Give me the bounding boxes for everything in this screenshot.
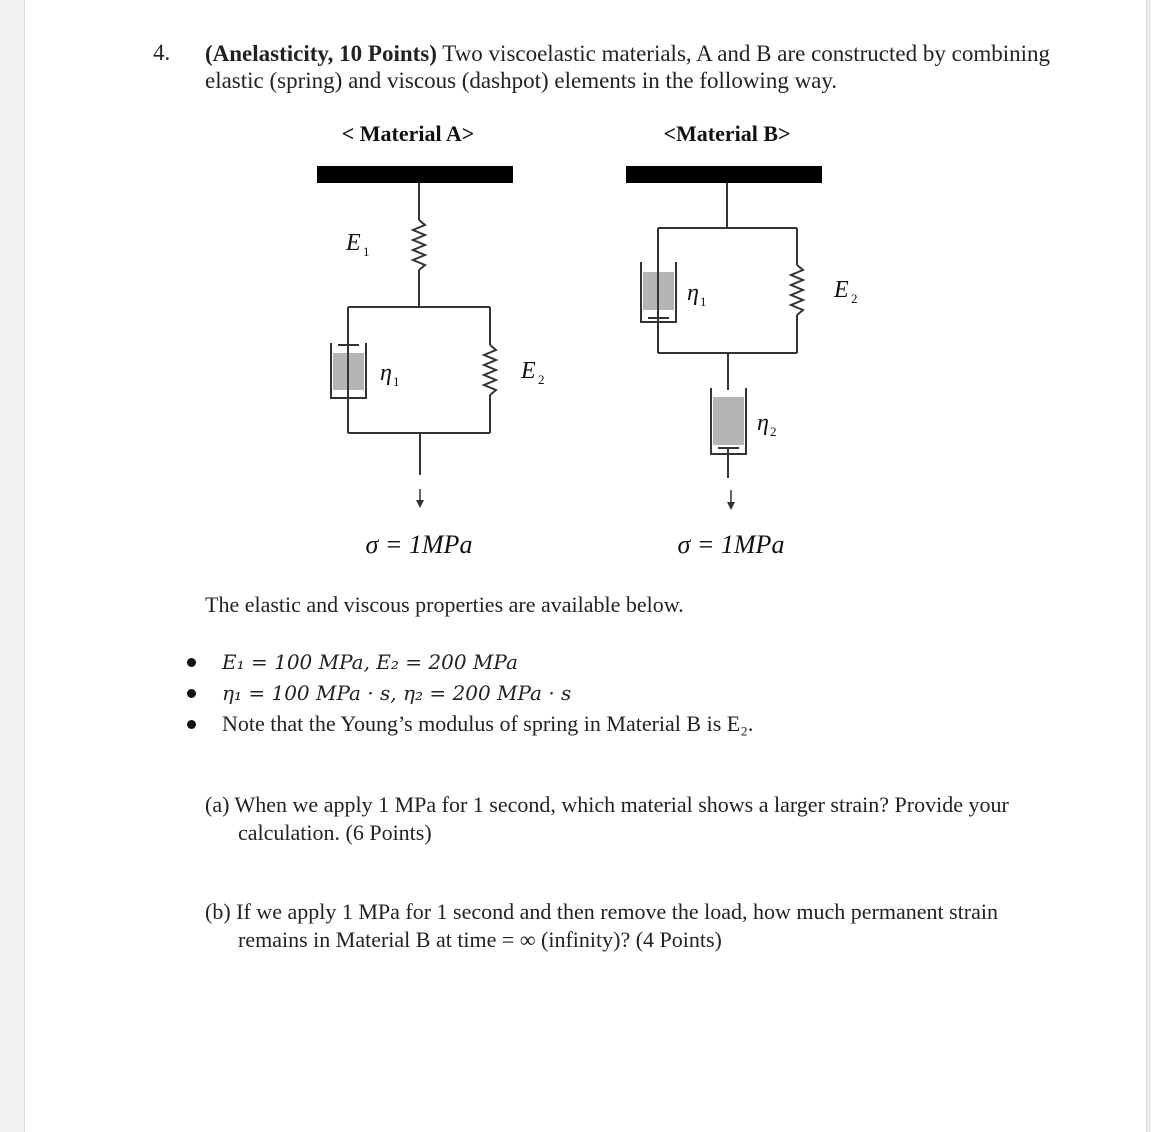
material-a-spring-e2	[484, 345, 496, 395]
material-b-note: Note that the Young’s modulus of spring in Material B is E₂.	[222, 711, 754, 736]
material-b-spring-e2	[791, 265, 803, 315]
material-b-eta1-symbol: η	[687, 280, 699, 306]
viscosity-values: η₁ = 100 MPa · s, η₂ = 200 MPa · s	[222, 681, 572, 705]
material-b-e2-symbol: E	[834, 277, 849, 303]
material-a-spring-e1	[413, 183, 425, 307]
bullet-icon	[187, 720, 196, 729]
list-item	[180, 678, 753, 709]
part-b-question: (b) If we apply 1 MPa for 1 second and then remove the load, how much permanent strain remains in Material B at time = ∞ (infinity)? (4 Points)	[205, 899, 998, 952]
bullet-icon	[187, 689, 196, 698]
material-a-load-label: σ = 1MPa	[365, 530, 473, 559]
question-number: 4.	[153, 40, 171, 65]
material-a-dashpot-eta1	[331, 343, 366, 398]
properties-list	[180, 647, 753, 740]
list-item	[180, 709, 753, 740]
material-b-eta2-symbol: η	[757, 410, 769, 436]
material-a-support	[317, 166, 513, 183]
list-item	[180, 647, 753, 678]
material-b-eta1-subscript: 1	[700, 294, 707, 309]
material-a-e2-subscript: 2	[538, 372, 545, 387]
moduli-values: E₁ = 100 MPa, E₂ = 200 MPa	[222, 650, 518, 674]
bullet-icon	[187, 658, 196, 667]
material-b-load-arrow	[727, 490, 735, 510]
material-a-title: < Material A>	[341, 121, 475, 146]
material-b-eta2-subscript: 2	[770, 424, 777, 439]
material-b-dashpot-eta2	[711, 388, 746, 478]
material-b-e2-subscript: 2	[851, 291, 858, 306]
material-b-dashpot-eta1	[641, 262, 676, 322]
material-a-eta1-subscript: 1	[393, 374, 400, 389]
material-b-load-label: σ = 1MPa	[677, 530, 785, 559]
material-b-title: <Material B>	[663, 121, 791, 146]
material-b-parallel-frame	[658, 228, 797, 353]
properties-intro: The elastic and viscous properties are available below.	[205, 592, 684, 617]
question-heading: (Anelasticity, 10 Points)	[205, 41, 437, 66]
question-intro-text: Two viscoelastic materials, A and B are constructed by combining elastic (spring) and viscous (dashpot) elements in the following way.	[205, 41, 1050, 93]
material-a-e1-subscript: 1	[363, 244, 370, 259]
material-a-e2-symbol: E	[521, 358, 536, 384]
material-a-load-arrow	[416, 433, 424, 508]
material-a-e1-symbol: E	[346, 230, 361, 256]
material-a-eta1-symbol: η	[380, 360, 392, 386]
part-a-question: (a) When we apply 1 MPa for 1 second, which material shows a larger strain? Provide your calculation. (6 Points)	[205, 792, 1009, 845]
material-a-parallel-frame	[348, 307, 490, 433]
material-b-support	[626, 166, 822, 183]
